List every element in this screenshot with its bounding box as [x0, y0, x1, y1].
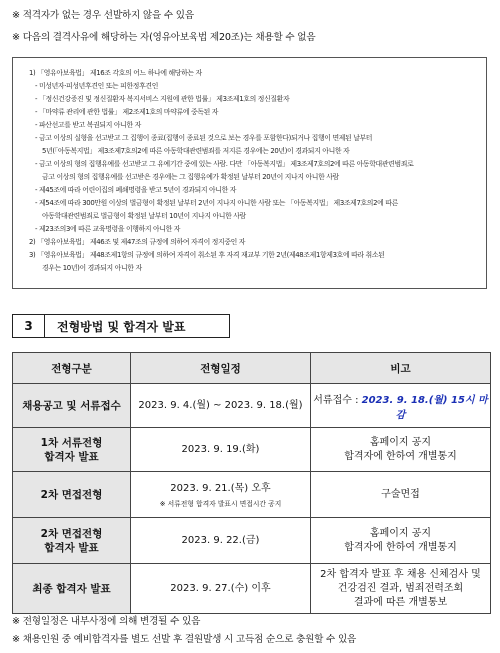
schedule-text: 2023. 9. 27.(수) 이후 [170, 582, 271, 594]
section-number: 3 [12, 314, 45, 338]
schedule-cell [131, 472, 311, 518]
note-no-qualified: ※ 적격자가 없는 경우 선발하지 않을 수 있음 [12, 10, 194, 21]
note-reserve-candidates: ※ 채용인원 중 예비합격자를 별도 선발 후 결원발생 시 고득점 순으로 충원할 수 있음 [12, 634, 357, 645]
schedule-text: 2023. 9. 22.(금) [181, 534, 260, 546]
table-row [13, 564, 491, 614]
disq-line: - 미성년자·피성년후견인 또는 피한정후견인 [35, 82, 159, 90]
remark-text: 합격자에 한하여 개별통지 [344, 450, 457, 462]
disq-line: - 「정신건강증진 및 정신질환자 복지서비스 지원에 관한 법률」 제3조제1호의 정신질환자 [35, 95, 290, 103]
stage-text: 2차 면접전형 [40, 527, 103, 540]
schedule-text: 2023. 9. 4.(월) ~ 2023. 9. 18.(월) [138, 399, 303, 411]
schedule-table [12, 352, 491, 614]
remarks-cell [311, 564, 491, 614]
stage-text: 채용공고 및 서류접수 [22, 399, 121, 412]
disq-line: - 제45조에 따라 어린이집의 폐쇄명령을 받고 5년이 경과되지 아니한 자 [35, 186, 237, 194]
disq-line: 경우는 10년)이 경과되지 아니한 자 [42, 264, 142, 272]
stage-text: 2차 면접전형 [40, 488, 103, 501]
table-row [13, 518, 491, 564]
disq-line: 금고 이상의 형의 집행유예를 선고받은 경우에는 그 집행유예가 확정된 날부터 20년이 지나지 아니한 사람 [42, 173, 339, 181]
remarks-cell [311, 518, 491, 564]
stage-text: 합격자 발표 [44, 450, 99, 463]
stage-cell [13, 472, 131, 518]
remark-prefix: 서류접수 : [313, 394, 362, 406]
schedule-note: ※ 서류전형 합격자 발표시 면접시간 공지 [159, 499, 282, 508]
stage-text: 합격자 발표 [44, 541, 99, 554]
stage-cell [13, 518, 131, 564]
stage-cell [13, 564, 131, 614]
note-schedule-change: ※ 전형일정은 내부사정에 의해 변경될 수 있음 [12, 616, 201, 627]
header-schedule: 전형일정 [131, 353, 311, 384]
disqualification-box [12, 57, 487, 289]
disq-line: 2) 「영유아보육법」 제46조 및 제47조의 규정에 의하여 자격이 정지중인 자 [29, 238, 246, 246]
table-row [13, 472, 491, 518]
section-title: 전형방법 및 합격자 발표 [45, 314, 230, 338]
header-stage: 전형구분 [13, 353, 131, 384]
schedule-cell [131, 518, 311, 564]
remark-text: 홈페이지 공지 [369, 436, 432, 448]
disq-line: - 제23조의3에 따른 교육명령을 이행하지 아니한 자 [35, 225, 181, 233]
schedule-text: 2023. 9. 19.(화) [181, 443, 260, 455]
disq-line: - 금고 이상의 형의 집행유예를 선고받고 그 유예기간 중에 있는 사람. 다만 「아동복지법」 제3조제7호의2에 따른 아동학대관련범죄로 [35, 160, 414, 168]
remark-text: 건강검진 결과, 범죄전력조회 [337, 582, 464, 594]
schedule-text: 2023. 9. 21.(목) 오후 [170, 482, 271, 494]
remark-text: 2차 합격자 발표 후 채용 신체검사 및 [320, 568, 481, 580]
section-header [12, 314, 230, 338]
disq-line: 아동학대관련범죄로 벌금형이 확정된 날부터 10년이 지나지 아니한 사람 [42, 212, 246, 220]
stage-cell [13, 428, 131, 472]
remarks-cell [311, 428, 491, 472]
remark-text: 결과에 따른 개별통보 [353, 596, 448, 608]
header-remarks: 비고 [311, 353, 491, 384]
deadline-highlight: 2023. 9. 18.(월) 15시 마감 [361, 394, 488, 421]
stage-cell [13, 384, 131, 428]
disq-line: - 제54조에 따라 300만원 이상의 벌금형이 확정된 날부터 2년이 지나지 아니한 사람 또는 「아동복지법」 제3조제7호의2에 따른 [35, 199, 398, 207]
disq-line: 5년(「아동복지법」 제3조제7호의2에 따른 아동학대관련범죄를 저지른 경우에는 20년)이 경과되지 아니한 자 [42, 147, 350, 155]
note-disqualification: ※ 다음의 결격사유에 해당하는 자(영유아보육법 제20조)는 채용할 수 없음 [12, 32, 316, 43]
remarks-cell [311, 472, 491, 518]
table-row [13, 428, 491, 472]
schedule-cell [131, 384, 311, 428]
schedule-cell [131, 564, 311, 614]
disq-line: - 「마약류 관리에 관한 법률」 제2조제1호의 마약류에 중독된 자 [35, 108, 219, 116]
disq-line: 1) 「영유아보육법」 제16조 각호의 어느 하나에 해당하는 자 [29, 69, 202, 77]
schedule-cell [131, 428, 311, 472]
disq-line: - 금고 이상의 실형을 선고받고 그 집행이 종료(집행이 종료된 것으로 보는 경우를 포함한다)되거나 집행이 면제된 날부터 [35, 134, 373, 142]
remark-text: 구술면접 [381, 488, 420, 500]
disq-line: 3) 「영유아보육법」 제48조제1항의 규정에 의하여 자격이 취소된 후 자격 재교부 기한 2년(제48조제1항제3호에 따라 취소된 [29, 251, 385, 259]
remarks-cell [311, 384, 491, 428]
remark-text: 홈페이지 공지 [369, 527, 432, 539]
remark-text: 합격자에 한하여 개별통지 [344, 541, 457, 553]
stage-text: 1차 서류전형 [40, 436, 103, 449]
disq-line: - 파산선고를 받고 복권되지 아니한 자 [35, 121, 141, 129]
table-header-row [13, 353, 491, 384]
stage-text: 최종 합격자 발표 [32, 582, 111, 595]
table-row [13, 384, 491, 428]
